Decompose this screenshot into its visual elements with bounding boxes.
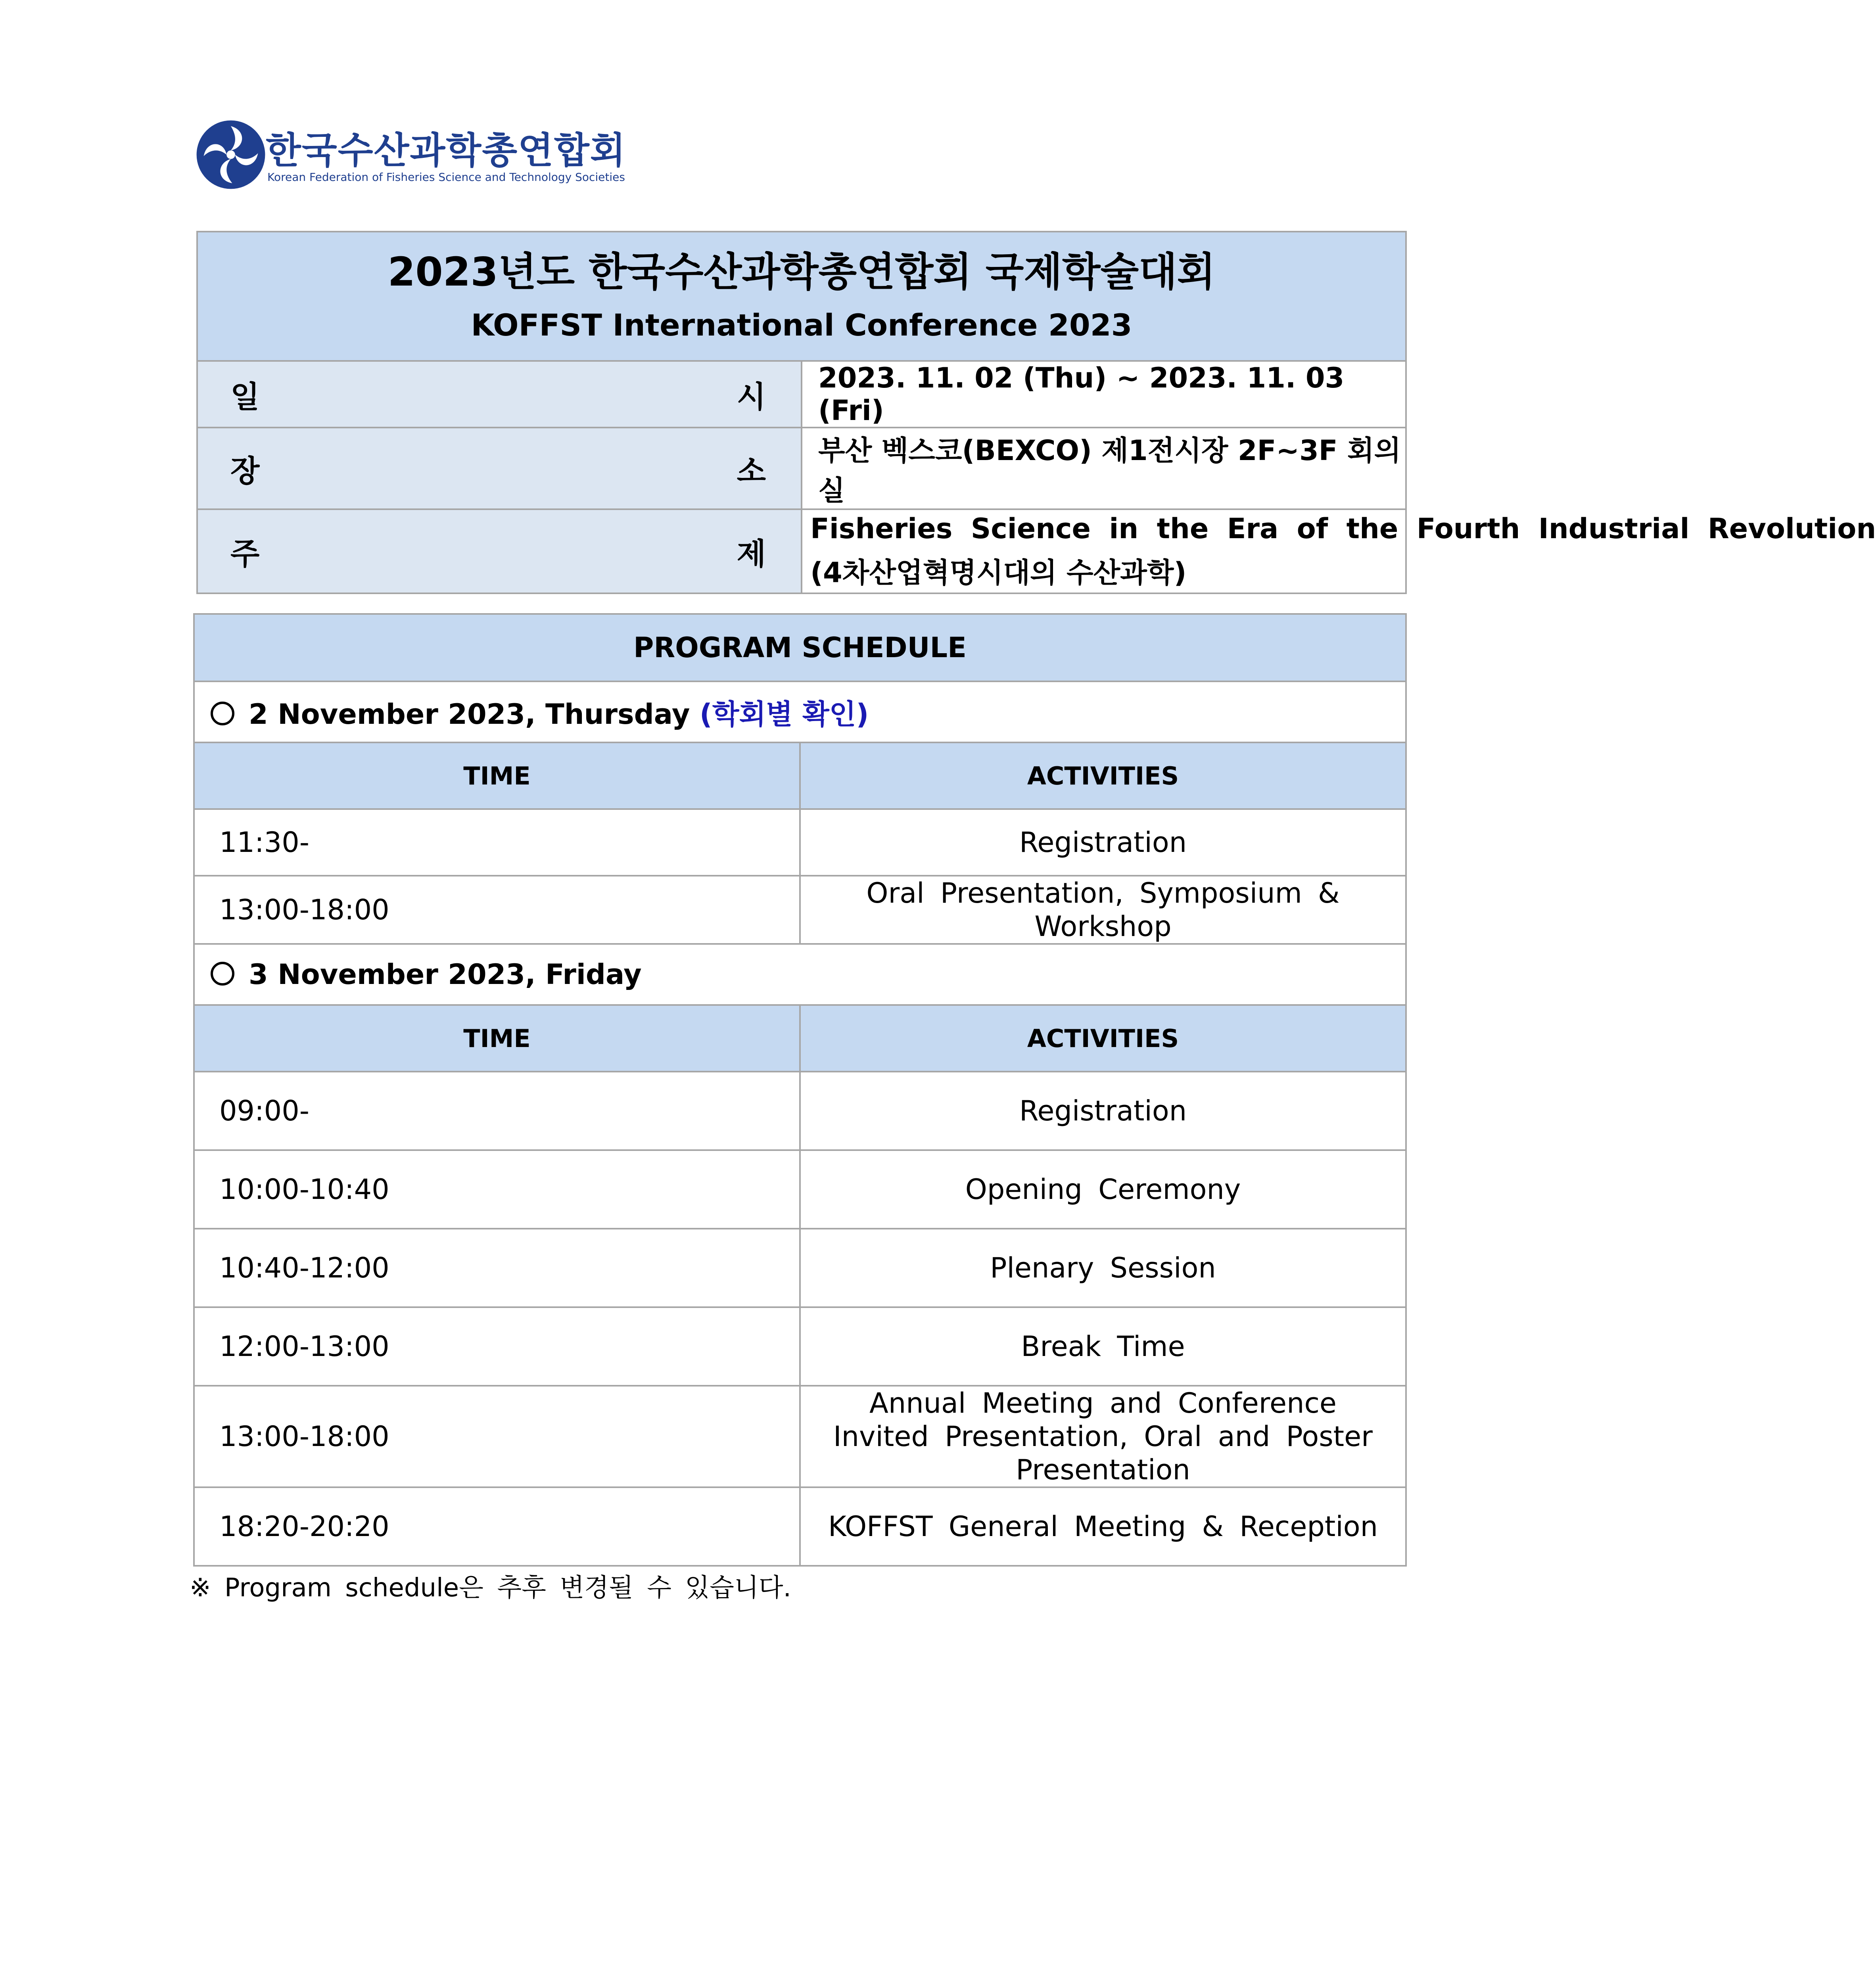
logo-name-english: Korean Federation of Fisheries Science and Technology Societies — [267, 171, 625, 184]
activities-column-header: ACTIVITIES — [800, 742, 1406, 809]
table-row — [194, 809, 1406, 876]
time-cell: 10:40-12:00 — [194, 1229, 800, 1307]
activity-cell: Registration — [800, 809, 1406, 876]
theme-label-char-2: 제 — [737, 536, 766, 572]
time-column-header: TIME — [194, 742, 800, 809]
table-row — [194, 1229, 1406, 1307]
date-label-cell — [197, 361, 802, 428]
schedule-title: PROGRAM SCHEDULE — [194, 614, 1406, 681]
day2-heading — [194, 944, 1406, 1005]
activity-cell — [800, 1386, 1406, 1487]
venue-label-char-2: 소 — [737, 453, 766, 489]
theme-value-cell — [802, 509, 1876, 593]
activity-cell: Oral Presentation, Symposium & Workshop — [800, 876, 1406, 944]
day1-heading — [194, 681, 1406, 742]
date-value: 2023. 11. 02 (Thu) ~ 2023. 11. 03 (Fri) — [802, 361, 1406, 428]
activity-line-2: Invited Presentation, Oral and Poster Presentation — [833, 1420, 1373, 1486]
activity-cell: Registration — [800, 1072, 1406, 1150]
venue-label-cell — [197, 428, 802, 509]
activities-column-header: ACTIVITIES — [800, 1005, 1406, 1072]
theme-label-char-1: 주 — [230, 536, 260, 572]
logo — [195, 119, 626, 194]
activity-cell: Opening Ceremony — [800, 1150, 1406, 1229]
activity-line-1: Annual Meeting and Conference — [869, 1387, 1337, 1419]
day2-label: 3 November 2023, Friday — [249, 958, 642, 991]
time-cell: 11:30- — [194, 809, 800, 876]
activity-cell: Break Time — [800, 1307, 1406, 1386]
theme-english: Fisheries Science in the Era of the Fourth Industrial Revolution — [810, 512, 1876, 545]
time-cell: 12:00-13:00 — [194, 1307, 800, 1386]
date-label-char-2: 시 — [737, 379, 766, 414]
logo-name-korean: 한국수산과학총연합회 — [266, 129, 626, 172]
conference-title-english: KOFFST International Conference 2023 — [471, 307, 1132, 343]
table-row — [194, 1072, 1406, 1150]
activity-cell: Plenary Session — [800, 1229, 1406, 1307]
theme-korean: (4차산업혁명시대의 수산과학) — [810, 556, 1187, 589]
day1-note: (학회별 확인) — [699, 698, 869, 731]
schedule-footnote: ※ Program schedule은 추후 변경될 수 있습니다. — [190, 1573, 791, 1603]
date-label-char-1: 일 — [230, 379, 260, 414]
activity-cell: KOFFST General Meeting & Reception — [800, 1487, 1406, 1566]
table-row — [194, 1487, 1406, 1566]
conference-info-table — [196, 231, 1876, 594]
table-row — [194, 1150, 1406, 1229]
table-row — [194, 1307, 1406, 1386]
conference-title-korean: 2023년도 한국수산과학총연합회 국제학술대회 — [387, 248, 1216, 295]
circle-bullet-icon — [211, 702, 234, 725]
theme-label-cell — [197, 509, 802, 593]
time-cell: 13:00-18:00 — [194, 1386, 800, 1487]
time-cell: 09:00- — [194, 1072, 800, 1150]
time-cell: 13:00-18:00 — [194, 876, 800, 944]
time-cell: 10:00-10:40 — [194, 1150, 800, 1229]
time-column-header: TIME — [194, 1005, 800, 1072]
program-schedule-table — [193, 613, 1407, 1567]
time-cell: 18:20-20:20 — [194, 1487, 800, 1566]
conference-title-cell — [197, 232, 1406, 361]
table-row — [194, 876, 1406, 944]
venue-value: 부산 벡스코(BEXCO) 제1전시장 2F~3F 회의실 — [802, 428, 1406, 509]
venue-label-char-1: 장 — [230, 453, 260, 489]
swirl-logo-icon — [195, 119, 267, 190]
circle-bullet-icon — [211, 962, 234, 986]
day1-label: 2 November 2023, Thursday — [249, 698, 690, 731]
table-row — [194, 1386, 1406, 1487]
